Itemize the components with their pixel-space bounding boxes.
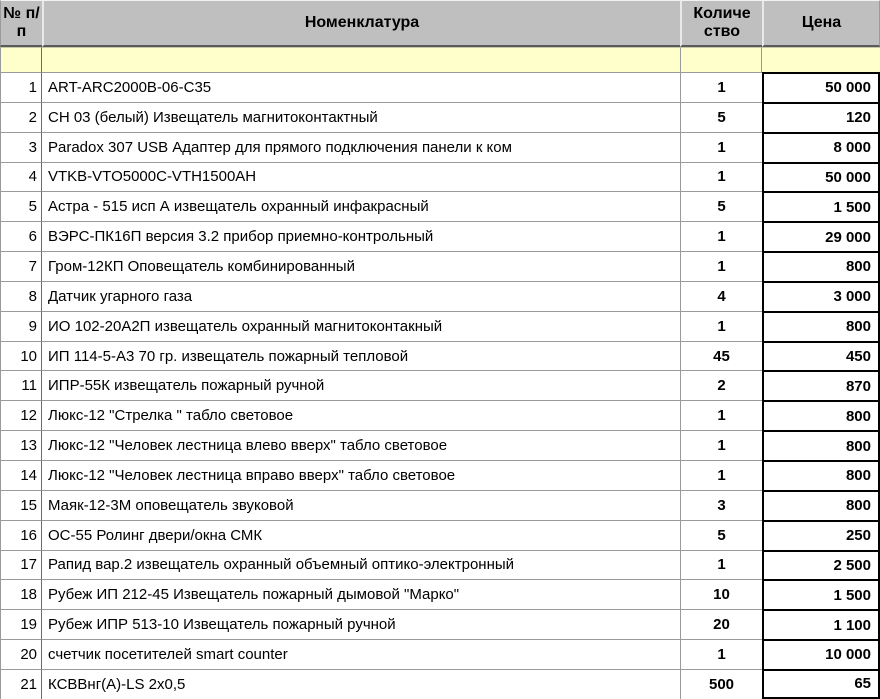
row-number-cell[interactable]: 15 [0,490,42,520]
table-row [0,72,880,102]
header-cell-price[interactable]: Цена [762,0,880,47]
quantity-cell[interactable]: 1 [680,550,762,580]
row-number-cell[interactable]: 5 [0,191,42,221]
price-cell[interactable]: 29 000 [762,221,880,251]
empty-cell[interactable] [42,47,680,72]
nomenclature-cell[interactable]: Люкс-12 "Человек лестница вправо вверх" табло световое [42,460,680,490]
table-row [0,520,880,550]
row-number-cell[interactable]: 7 [0,251,42,281]
table-body [0,47,880,699]
nomenclature-cell[interactable]: Гром-12КП Оповещатель комбинированный [42,251,680,281]
table-row [0,191,880,221]
table-row [0,579,880,609]
quantity-cell[interactable]: 1 [680,132,762,162]
price-cell[interactable]: 800 [762,251,880,281]
nomenclature-cell[interactable]: Рубеж ИП 212-45 Извещатель пожарный дымовой "Марко" [42,579,680,609]
quantity-cell[interactable]: 4 [680,281,762,311]
table-row [0,639,880,669]
table-row [0,669,880,699]
price-cell[interactable]: 8 000 [762,132,880,162]
nomenclature-cell[interactable]: ВЭРС-ПК16П версия 3.2 прибор приемно-контрольный [42,221,680,251]
price-cell[interactable]: 1 500 [762,191,880,221]
price-cell[interactable]: 450 [762,341,880,371]
row-number-cell[interactable]: 6 [0,221,42,251]
quantity-cell[interactable]: 5 [680,191,762,221]
nomenclature-cell[interactable]: ИПР-55К извещатель пожарный ручной [42,370,680,400]
price-cell[interactable]: 800 [762,311,880,341]
nomenclature-cell[interactable]: Paradox 307 USB Адаптер для прямого подключения панели к ком [42,132,680,162]
header-cell-quantity[interactable] [680,0,762,47]
price-cell[interactable]: 250 [762,520,880,550]
row-number-cell[interactable]: 16 [0,520,42,550]
table-row [0,102,880,132]
nomenclature-cell[interactable]: Датчик угарного газа [42,281,680,311]
price-cell[interactable]: 870 [762,370,880,400]
quantity-cell[interactable]: 1 [680,72,762,102]
row-number-cell[interactable]: 9 [0,311,42,341]
price-cell[interactable]: 800 [762,490,880,520]
row-number-cell[interactable]: 21 [0,669,42,699]
price-cell[interactable]: 1 100 [762,609,880,639]
nomenclature-cell[interactable]: Люкс-12 "Человек лестница влево вверх" табло световое [42,430,680,460]
price-cell[interactable]: 10 000 [762,639,880,669]
row-number-cell[interactable]: 4 [0,162,42,192]
table-row [0,251,880,281]
quantity-cell[interactable]: 1 [680,430,762,460]
price-cell[interactable]: 2 500 [762,550,880,580]
quantity-cell[interactable]: 1 [680,639,762,669]
nomenclature-cell[interactable]: Маяк-12-3М оповещатель звуковой [42,490,680,520]
quantity-cell[interactable]: 1 [680,400,762,430]
price-cell[interactable]: 800 [762,460,880,490]
quantity-cell[interactable]: 5 [680,520,762,550]
table-row [0,132,880,162]
quantity-cell[interactable]: 500 [680,669,762,699]
row-number-cell[interactable]: 19 [0,609,42,639]
table-row [0,400,880,430]
nomenclature-cell[interactable]: ИП 114-5-А3 70 гр. извещатель пожарный тепловой [42,341,680,371]
price-cell[interactable]: 50 000 [762,162,880,192]
price-cell[interactable]: 50 000 [762,72,880,102]
price-cell[interactable]: 3 000 [762,281,880,311]
quantity-cell[interactable]: 1 [680,221,762,251]
table-row [0,490,880,520]
table-row [0,221,880,251]
header-cell-nomenclature[interactable]: Номенклатура [42,0,680,47]
table-row [0,162,880,192]
quantity-cell[interactable]: 20 [680,609,762,639]
row-number-cell[interactable]: 12 [0,400,42,430]
quantity-cell[interactable]: 1 [680,311,762,341]
nomenclature-cell[interactable]: ИО 102-20А2П извещатель охранный магнитоконтакный [42,311,680,341]
quantity-cell[interactable]: 1 [680,251,762,281]
empty-cell[interactable] [762,47,880,72]
nomenclature-cell[interactable]: Астра - 515 исп А извещатель охранный инфакрасный [42,191,680,221]
empty-cell[interactable] [0,47,42,72]
nomenclature-cell[interactable]: Рубеж ИПР 513-10 Извещатель пожарный ручной [42,609,680,639]
table-row [0,460,880,490]
table-row [0,550,880,580]
quantity-cell[interactable]: 45 [680,341,762,371]
header-cell-number[interactable]: № п/п [0,0,42,47]
row-number-cell[interactable]: 10 [0,341,42,371]
row-number-cell[interactable]: 14 [0,460,42,490]
empty-cell[interactable] [680,47,762,72]
table-row [0,341,880,371]
table-row [0,370,880,400]
price-cell[interactable]: 65 [762,669,880,699]
quantity-cell[interactable]: 10 [680,579,762,609]
table-row [0,430,880,460]
nomenclature-cell[interactable]: СН 03 (белый) Извещатель магнитоконтактный [42,102,680,132]
price-cell[interactable]: 800 [762,430,880,460]
nomenclature-cell[interactable]: ОС-55 Ролинг двери/окна СМК [42,520,680,550]
header-row [0,0,880,47]
quantity-cell[interactable]: 2 [680,370,762,400]
table-row [0,311,880,341]
quantity-cell[interactable]: 3 [680,490,762,520]
row-number-cell[interactable]: 1 [0,72,42,102]
nomenclature-cell[interactable]: ART-ARC2000B-06-C35 [42,72,680,102]
row-number-cell[interactable]: 13 [0,430,42,460]
row-number-cell[interactable]: 11 [0,370,42,400]
nomenclature-cell[interactable]: КСВВнг(А)-LS 2х0,5 [42,669,680,699]
price-cell[interactable]: 800 [762,400,880,430]
nomenclature-cell[interactable]: Рапид вар.2 извещатель охранный объемный оптико-электронный [42,550,680,580]
quantity-cell[interactable]: 1 [680,162,762,192]
table-row [0,609,880,639]
row-number-cell[interactable]: 3 [0,132,42,162]
row-number-cell[interactable]: 18 [0,579,42,609]
row-number-cell[interactable]: 17 [0,550,42,580]
quantity-header-label: Количество [693,4,751,40]
row-number-cell[interactable]: 20 [0,639,42,669]
nomenclature-cell[interactable]: VTKB-VTO5000C-VTH1500AH [42,162,680,192]
price-cell[interactable]: 1 500 [762,579,880,609]
row-number-cell[interactable]: 8 [0,281,42,311]
quantity-cell[interactable]: 5 [680,102,762,132]
table-row [0,281,880,311]
row-number-cell[interactable]: 2 [0,102,42,132]
nomenclature-cell[interactable]: Люкс-12 "Стрелка " табло световое [42,400,680,430]
nomenclature-cell[interactable]: счетчик посетителей smart counter [42,639,680,669]
price-cell[interactable]: 120 [762,102,880,132]
empty-row [0,47,880,72]
quantity-cell[interactable]: 1 [680,460,762,490]
